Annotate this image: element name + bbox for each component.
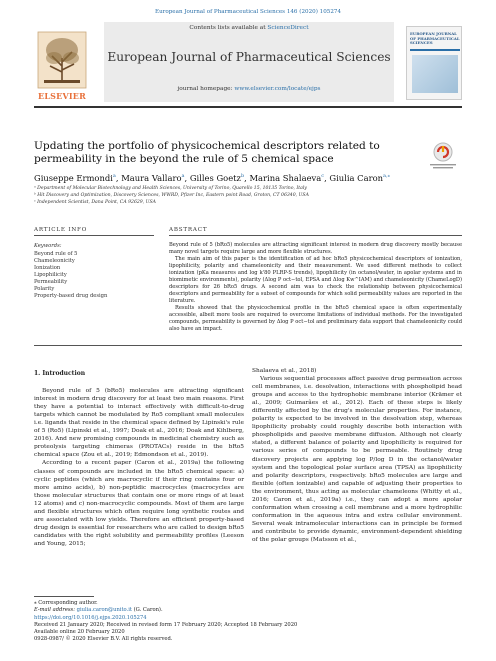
abstract-rule bbox=[169, 235, 462, 236]
affiliation: ᵇ Hit Discovery and Optimization, Discovery Sciences, WWRD, Pfizer Inc, Eastern point Road, Groton, CT 06340, USA bbox=[34, 193, 309, 198]
cover-image bbox=[412, 55, 458, 93]
paper-title: Updating the portfolio of physicochemical descriptors related to permeability in the beyond the rule of 5 chemical space bbox=[34, 140, 380, 165]
keywords-list bbox=[34, 251, 154, 300]
keyword: Lipophilicity bbox=[34, 272, 67, 278]
online-line: Available online 20 February 2020 bbox=[34, 629, 125, 635]
author-affil-mark[interactable]: a bbox=[112, 173, 116, 180]
author-affil-mark[interactable]: b bbox=[240, 173, 245, 180]
author-list: Giuseppe Ermondi$^a$, Maura Vallaro$^a$, Gilles Goetz$^b$, Marina Shalaeva$^c$, Giulia Caron$^{a,⁎}$ bbox=[34, 173, 391, 183]
body-paragraph: Various sequential processes affect passive drug permeation across cell membranes, i.e. desolvation, interactions with phospholipid head groups and access to the hydrophobic membrane interior (Krämer et al., 2009; Guimarães et al., 2012). Each of these steps is likely differently affected by the drug's molecular properties. For instance, polarity is expected to be involved in the desolvation step, whereas lipophilicity probably could roughly describe both interaction with phospholipids and passive membrane diffusion. Although not clearly stated, a different balance of polarity and lipophilicity is required for various series of compounds to be permeable. Routinely drug discovery projects are applying log P/log D in the octanol/water system and the topological polar surface area (TPSA) as lipophilicity and polarity descriptors, respectively. bRo5 molecules are large and flexible (often ionizable) and capable of adjusting their properties to the environment, thus acting as molecular chameleons (Whitty et al., 2016; Caron et al., 2019a) i.e., they can adopt a more apolar conformation when crossing a cell membrane and a more hydrophilic conformation in the aqueous intra and extra cellular environment. Several weak intramolecular interactions can in principle be formed and contribute to provide dynamic, environment-dependent shielding of the polar groups (Matsson et al., bbox=[252, 376, 462, 543]
article-info-header: ARTICLE INFO bbox=[34, 227, 88, 233]
body-left-column bbox=[34, 370, 244, 548]
keyword: Permeability bbox=[34, 279, 68, 285]
contents-line bbox=[104, 25, 394, 31]
email-line bbox=[34, 607, 244, 614]
corresponding-note: ⁎ Corresponding author. bbox=[34, 600, 98, 606]
journal-title: European Journal of Pharmaceutical Sciences bbox=[107, 50, 391, 64]
abstract-paragraph: The main aim of this paper is the identification of ad hoc bRo5 physicochemical descriptors of ionization, lipophilicity, polarity and chameleonicity and their measurement. We used different methods to collect ionization (pKa measures and log k'80 PLRP-S trends), lipophilicity (in octanol/water, in apolar systems and in biomimetic environments), polarity (Δlog P oct−tol, EPSA and Δlog Kw^IAM) and chameleonicity (ChameLogD) descriptors for 26 bRo5 drugs. A second aim was to check the relationship between physicochemical descriptors and permeability for a subset of compounds for which solid permeability values are reported in the literature. bbox=[169, 256, 462, 304]
masthead-rule bbox=[34, 106, 462, 108]
check-for-updates-icon[interactable] bbox=[424, 140, 462, 172]
publication-info bbox=[34, 615, 462, 643]
section-heading: 1. Introduction bbox=[34, 370, 86, 377]
email-label: E-mail address: bbox=[34, 607, 77, 613]
footnote-rule bbox=[34, 596, 94, 597]
affiliation: ᶜ Independent Scientist, Dana Point, CA 92629, USA bbox=[34, 200, 156, 205]
cover-bar bbox=[410, 49, 460, 51]
homepage-prefix: journal homepage: bbox=[177, 86, 235, 92]
article-info-rule bbox=[34, 235, 154, 236]
journal-cover-thumbnail bbox=[406, 26, 462, 100]
affiliation: ᵃ Department of Molecular Biotechnology and Health Sciences, University of Torino, Quarello 15, 10135 Torino, Italy bbox=[34, 186, 307, 191]
journal-reference[interactable]: European Journal of Pharmaceutical Sciences 146 (2020) 105274 bbox=[154, 9, 342, 15]
email-suffix: (G. Caron). bbox=[132, 607, 163, 613]
history-line: Received 21 January 2020; Received in revised form 17 February 2020; Accepted 18 February 2020 bbox=[34, 622, 298, 628]
publisher-name: ELSEVIER bbox=[38, 91, 86, 101]
keywords-label: Keywords: bbox=[34, 243, 62, 249]
footnote bbox=[34, 600, 244, 614]
body-right-column bbox=[252, 367, 462, 544]
abstract-header: ABSTRACT bbox=[169, 227, 208, 233]
cover-title: EUROPEAN JOURNAL OF PHARMACEUTICAL SCIENCES bbox=[410, 31, 460, 46]
copyright-line: 0928-0987/ © 2020 Elsevier B.V. All rights reserved. bbox=[34, 636, 173, 642]
masthead-center bbox=[104, 22, 394, 102]
doi-link[interactable]: https://doi.org/10.1016/j.ejps.2020.105274 bbox=[34, 615, 147, 621]
author[interactable]: Gilles Goetz bbox=[189, 173, 241, 183]
author[interactable]: Maura Vallaro bbox=[121, 173, 182, 183]
keyword: Ionization bbox=[34, 265, 61, 271]
author[interactable]: Giuseppe Ermondi bbox=[34, 173, 113, 183]
body-paragraph: According to a recent paper (Caron et al., 2019a) the following classes of compounds are included in the bRo5 chemical space: a) cyclic peptides (which are macrocyclic if their ring contains four or more amino acids), b) non-peptidic macrocycles (macrocycles are those molecular structures that contain one or more rings of at least 12 atoms) and c) non-macrocyclic compounds. Most of them are large and flexible structures which often require long synthetic routes and are associated with low yields. Therefore an efficient property-based drug design is essential for researchers who are called to design bRo5 candidates with the right solubility and permeability profiles (Leeson and Young, 2015; bbox=[34, 460, 244, 547]
email-link[interactable]: giulia.caron@unito.it bbox=[76, 607, 132, 613]
body-paragraph: Shalaeva et al., 2018) bbox=[252, 368, 317, 374]
keyword: Polarity bbox=[34, 286, 55, 292]
author[interactable]: Giulia Caron bbox=[329, 173, 384, 183]
sciencedirect-link[interactable]: ScienceDirect bbox=[267, 25, 309, 31]
author[interactable]: Marina Shalaeva bbox=[249, 173, 322, 183]
abstract-body bbox=[169, 242, 462, 333]
keyword: Property-based drug design bbox=[34, 293, 108, 299]
keyword: Chameleonicity bbox=[34, 258, 75, 264]
abstract-paragraph: Results showed that the physicochemical profile in the bRo5 chemical space is often experimentally accessible, albeit more tools are required to overcome limitations of individual methods. For the investigated compounds, permeability is governed by Δlog P oct−tol and preliminary data support that chameleonicity could also have an impact. bbox=[169, 305, 462, 332]
journal-masthead bbox=[34, 22, 462, 102]
keyword: Beyond rule of 5 bbox=[34, 251, 78, 257]
body-paragraph: Beyond rule of 5 (bRo5) molecules are attracting significant interest in modern drug discovery for at least two main reasons. First they have a potential to interact effectively with difficult-to-drug targets which cannot be modulated by Ro5 compliant small molecules i.e. ligands that reside in the chemical space defined by Lipinski's rule of 5 (Ro5) (Lipinski et al., 1997; Doak et al., 2016; Doak and Kihlberg, 2016). And new promising compounds in medicinal chemistry such as proteolysis targeting chimeras (PROTACs) reside in the bRo5 chemical space (Zou et al., 2019; Edmondson et al., 2019). bbox=[34, 388, 244, 459]
contents-prefix: Contents lists available at bbox=[189, 25, 268, 31]
abstract-bottom-rule bbox=[34, 345, 462, 346]
abstract-paragraph: Beyond rule of 5 (bRo5) molecules are attracting significant interest in modern drug discovery mostly because many novel targets require large and more flexible structures. bbox=[169, 242, 462, 255]
author-affil-mark[interactable]: a bbox=[181, 173, 185, 180]
homepage-line bbox=[104, 86, 394, 92]
author-affil-mark[interactable]: a,⁎ bbox=[383, 173, 391, 180]
homepage-link[interactable]: www.elsevier.com/locate/ejps bbox=[234, 86, 321, 92]
author-affil-mark[interactable]: c bbox=[321, 173, 325, 180]
elsevier-tree-logo bbox=[34, 28, 90, 94]
